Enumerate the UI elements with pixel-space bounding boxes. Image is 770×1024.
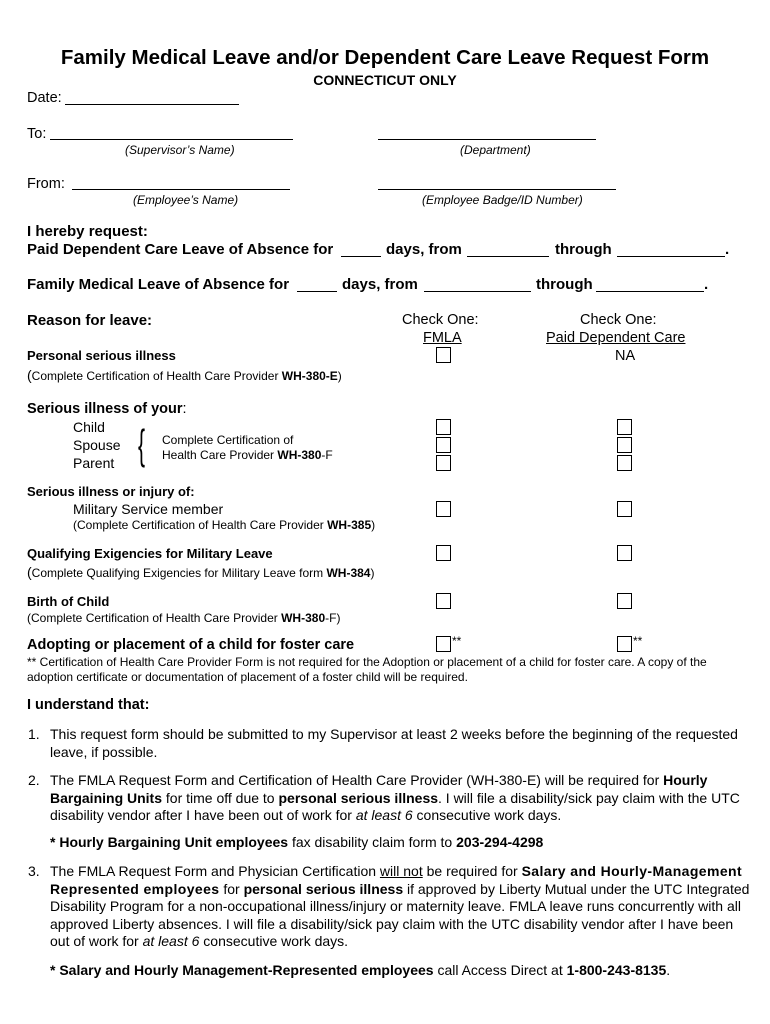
paid-days-field[interactable] — [341, 256, 381, 257]
fmla-days-field[interactable] — [297, 291, 337, 292]
fmla-through-label: through — [536, 276, 593, 293]
parent-pdc-checkbox[interactable] — [617, 455, 632, 471]
adoption-pdc-checkbox[interactable] — [617, 636, 632, 652]
understand-item-3: 3. The FMLA Request Form and Physician Certification will not be required for Salary and Hourly-Management Represented employees for personal serious illness if approved by Liberty Mutual under the UTC Integrated Disability Program for a non-occupational illness/injury or maternity leave. FMLA leave runs concurrently with all approved Liberty absences. I will file a disability/sick pay claim with the UTC disability vendor after I have been out of work for at least 6 consecutive work days. — [28, 863, 750, 949]
brace: { — [138, 421, 146, 468]
reason-label: Reason for leave: — [27, 312, 153, 329]
military-pdc-checkbox[interactable] — [617, 501, 632, 517]
understand-item-1: 1. This request form should be submitted to my Supervisor at least 2 weeks before the beginning of the requested leave, if possible. — [28, 726, 738, 760]
paid-through-date-field[interactable] — [617, 256, 725, 257]
exigency-fmla-checkbox[interactable] — [436, 545, 451, 561]
birth-label: Birth of Child — [27, 594, 110, 609]
form-subtitle: CONNECTICUT ONLY — [313, 72, 457, 88]
pdc-check-one: Check One: — [580, 312, 657, 328]
exigency-label: Qualifying Exigencies for Military Leave — [27, 546, 273, 561]
military-fmla-checkbox[interactable] — [436, 501, 451, 517]
birth-fmla-checkbox[interactable] — [436, 593, 451, 609]
item-2-number: 2. — [28, 772, 40, 788]
date-label: Date: — [27, 90, 62, 106]
spouse-fmla-checkbox[interactable] — [436, 437, 451, 453]
form-title: Family Medical Leave and/or Dependent Care Leave Request Form — [60, 46, 710, 69]
paid-leave-label: Paid Dependent Care Leave of Absence for — [27, 241, 334, 258]
item-3-number: 3. — [28, 863, 40, 879]
department-caption: (Department) — [460, 143, 531, 157]
fmla-through-date-field[interactable] — [596, 291, 704, 292]
spouse-label: Spouse — [73, 437, 121, 453]
request-heading: I hereby request: — [27, 223, 148, 240]
understand-heading: I understand that: — [27, 697, 150, 713]
spouse-pdc-checkbox[interactable] — [617, 437, 632, 453]
fmla-days-from-label: days, from — [342, 276, 418, 293]
paid-through-label: through — [555, 241, 612, 258]
department-field[interactable] — [378, 139, 596, 140]
adoption-footnote: ** Certification of Health Care Provider Form is not required for the Adoption or placement of a child for foster care. A copy of the adoption certificate or documentation of placement of a foster child will be required. — [27, 655, 707, 684]
adoption-fmla-checkbox[interactable] — [436, 636, 451, 652]
serious-illness-your-label: Serious illness of your: — [27, 401, 187, 417]
child-fmla-checkbox[interactable] — [436, 419, 451, 435]
personal-illness-note: (Complete Certification of Health Care Provider WH-380-E) — [27, 367, 342, 383]
adoption-label: Adopting or placement of a child for foster care — [27, 637, 355, 653]
parent-fmla-checkbox[interactable] — [436, 455, 451, 471]
exigency-pdc-checkbox[interactable] — [617, 545, 632, 561]
exigency-note: (Complete Qualifying Exigencies for Military Leave form WH-384) — [27, 564, 375, 580]
employee-name-field[interactable] — [72, 189, 290, 190]
military-label: Serious illness or injury of: — [27, 484, 195, 499]
fmla-from-date-field[interactable] — [424, 291, 531, 292]
badge-caption: (Employee Badge/ID Number) — [422, 193, 583, 207]
family-cert-line1: Complete Certification of — [162, 433, 294, 447]
employee-caption: (Employee’s Name) — [133, 193, 239, 207]
adoption-fmla-stars: ** — [452, 634, 462, 648]
fmla-period: . — [704, 276, 709, 293]
paid-period: . — [725, 241, 730, 258]
military-member-label: Military Service member — [73, 501, 224, 517]
salary-phone-note: * Salary and Hourly Management-Represented employees call Access Direct at 1-800-243-8135. — [50, 962, 671, 978]
paid-from-date-field[interactable] — [467, 256, 549, 257]
child-pdc-checkbox[interactable] — [617, 419, 632, 435]
birth-note: (Complete Certification of Health Care Provider WH-380-F) — [27, 611, 341, 625]
personal-pdc-na: NA — [615, 348, 636, 364]
personal-illness-label: Personal serious illness — [27, 348, 176, 363]
supervisor-name-field[interactable] — [50, 139, 293, 140]
from-label: From: — [27, 176, 65, 192]
adoption-pdc-stars: ** — [633, 634, 643, 648]
item-1-number: 1. — [28, 726, 40, 742]
badge-id-field[interactable] — [378, 189, 616, 190]
to-label: To: — [27, 126, 47, 142]
date-field[interactable] — [65, 104, 239, 105]
hourly-fax-note: * Hourly Bargaining Unit employees fax disability claim form to 203-294-4298 — [50, 834, 544, 850]
personal-fmla-checkbox[interactable] — [436, 347, 451, 363]
supervisor-caption: (Supervisor’s Name) — [125, 143, 235, 157]
family-cert-line2: Health Care Provider WH-380-F — [162, 448, 333, 462]
birth-pdc-checkbox[interactable] — [617, 593, 632, 609]
military-note: (Complete Certification of Health Care Provider WH-385) — [73, 518, 376, 532]
pdc-column-header: Paid Dependent Care — [546, 330, 686, 346]
child-label: Child — [73, 419, 105, 435]
understand-item-2: 2. The FMLA Request Form and Certification of Health Care Provider (WH-380-E) will be required for Hourly Bargaining Units for time off due to personal serious illness. I will file a disability/sick pay claim with the UTC disability vendor after I have been out of work for at least 6 consecutive work days. — [28, 772, 740, 823]
fmla-column-header: FMLA — [423, 330, 462, 346]
fmla-leave-label: Family Medical Leave of Absence for — [27, 276, 290, 293]
paid-days-from-label: days, from — [386, 241, 462, 258]
fmla-check-one: Check One: — [402, 312, 479, 328]
parent-label: Parent — [73, 455, 115, 471]
